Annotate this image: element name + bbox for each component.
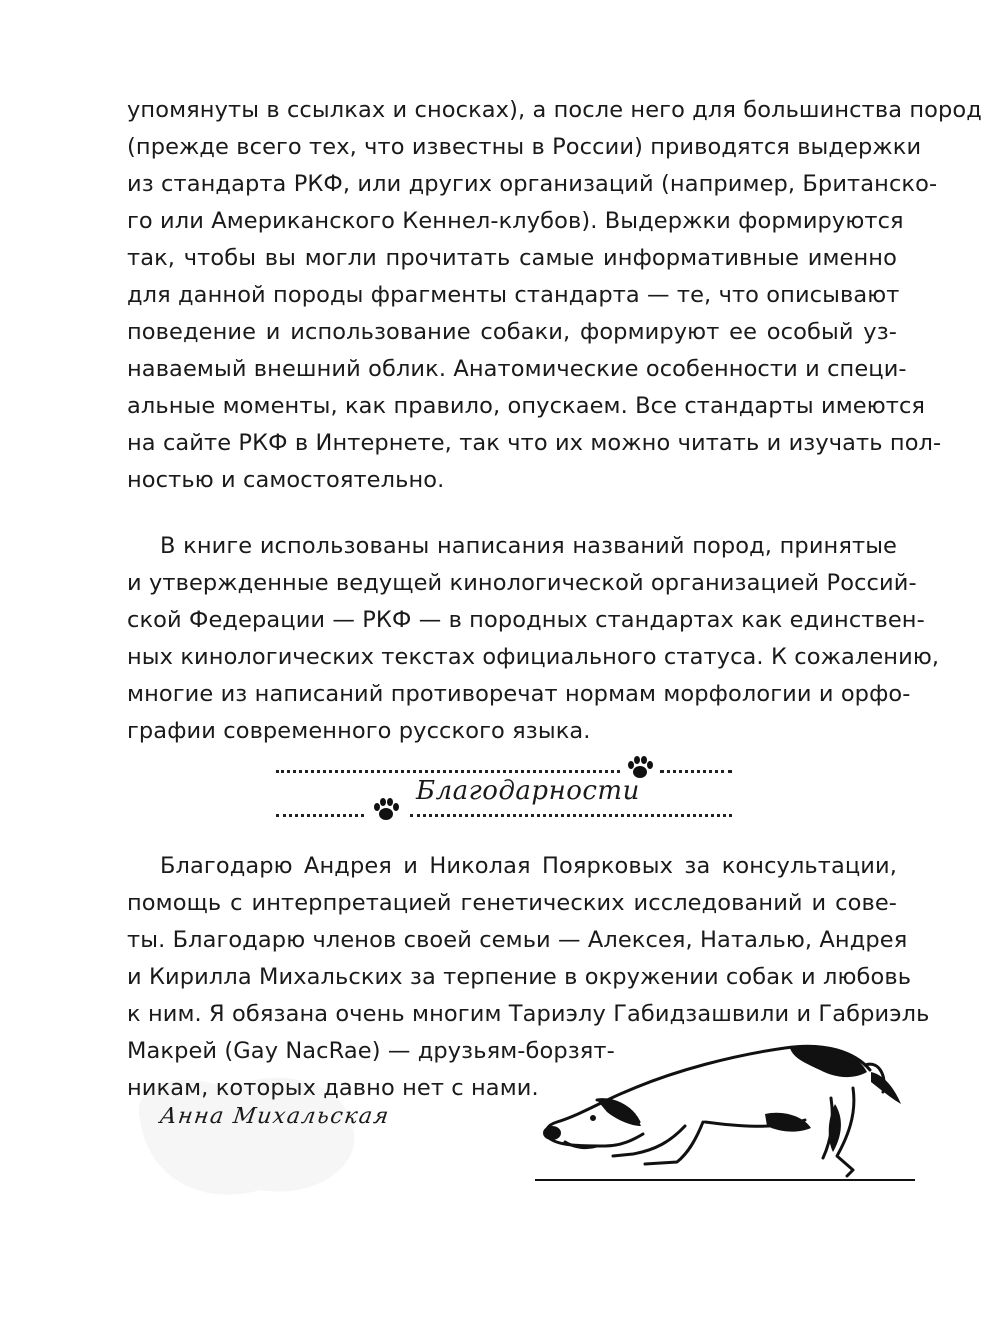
author-signature: Анна Михальская xyxy=(158,1104,392,1129)
text-line: упомянуты в ссылках и сносках), а после него для большинства пород xyxy=(127,97,982,123)
text-line: Благодарю Андрея и Николая Поярковых за консультации, xyxy=(160,853,897,879)
text-line: (прежде всего тех, что известны в России) приводятся выдержки xyxy=(127,134,922,160)
text-line: и Кирилла Михальских за терпение в окружении собак и любовь xyxy=(127,964,912,990)
text-line: к ним. Я обязана очень многим Тариэлу Габидзашвили и Габриэль xyxy=(127,1001,930,1027)
text-line: многие из написаний противоречат нормам морфологии и орфо- xyxy=(127,681,911,707)
text-line: ностью и самостоятельно. xyxy=(127,467,445,493)
text-line: альные моменты, как правило, опускаем. Все стандарты имеются xyxy=(127,393,926,419)
text-line: для данной породы фрагменты стандарта — те, что описывают xyxy=(127,282,900,308)
divider-top xyxy=(276,770,620,773)
text-line: никам, которых давно нет с нами. xyxy=(127,1075,539,1101)
text-line: ской Федерации — РКФ — в породных стандартах как единствен- xyxy=(127,607,925,633)
dog-illustration xyxy=(535,1030,915,1190)
divider-top-right xyxy=(660,770,732,773)
text-line: на сайте РКФ в Интернете, так что их можно читать и изучать пол- xyxy=(127,430,942,456)
divider-bottom-left xyxy=(276,814,364,817)
text-line: поведение и использование собаки, формируют ее особый уз- xyxy=(127,319,897,345)
text-line: В книге использованы написания названий пород, принятые xyxy=(160,533,897,559)
text-line: и утвержденные ведущей кинологической организацией Россий- xyxy=(127,570,917,596)
text-line: ных кинологических текстах официального статуса. К сожалению, xyxy=(127,644,940,670)
text-line: го или Американского Кеннел-клубов). Выдержки формируются xyxy=(127,208,904,234)
section-title: Благодарности xyxy=(416,776,640,806)
text-line: из стандарта РКФ, или других организаций (например, Британско- xyxy=(127,171,938,197)
text-line: так, чтобы вы могли прочитать самые информативные именно xyxy=(127,245,897,271)
paw-icon xyxy=(372,796,400,824)
text-line: графии современного русского языка. xyxy=(127,718,591,744)
text-line: Макрей (Gay NacRae) — друзьям-борзят- xyxy=(127,1038,615,1064)
text-line: ты. Благодарю членов своей семьи — Алексея, Наталью, Андрея xyxy=(127,927,908,953)
divider-bottom xyxy=(410,814,732,817)
text-line: наваемый внешний облик. Анатомические особенности и специ- xyxy=(127,356,907,382)
text-line: помощь с интерпретацией генетических исследований и сове- xyxy=(127,890,897,916)
